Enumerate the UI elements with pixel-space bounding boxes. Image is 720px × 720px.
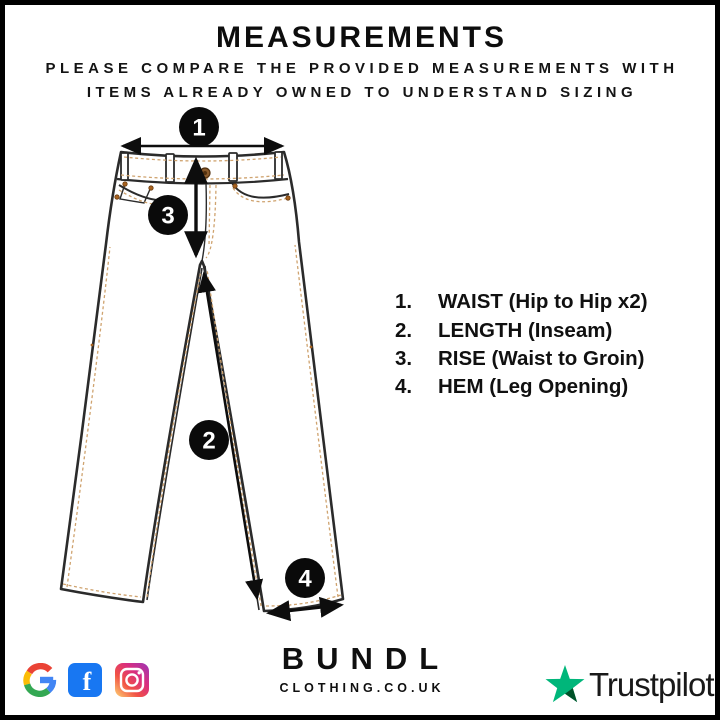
legend-item-label: WAIST (Hip to Hip x2) bbox=[438, 290, 648, 314]
brand-name: BUNDL bbox=[281, 641, 451, 676]
subtitle bbox=[5, 57, 715, 104]
marker-4-badge bbox=[285, 558, 325, 598]
measurement-legend bbox=[395, 288, 648, 402]
subtitle-line-1: PLEASE COMPARE THE PROVIDED MEASUREMENTS WITH bbox=[45, 60, 679, 77]
legend-item-number: 1. bbox=[395, 290, 413, 314]
legend-item-label: LENGTH (Inseam) bbox=[438, 318, 613, 342]
svg-text:4: 4 bbox=[298, 565, 312, 593]
trustpilot-label: Trustpilot bbox=[589, 666, 714, 703]
legend-item-label: HEM (Leg Opening) bbox=[438, 375, 629, 399]
brand-domain: CLOTHING.CO.UK bbox=[279, 680, 445, 695]
marker-2-badge bbox=[189, 420, 229, 460]
legend-item bbox=[395, 288, 648, 316]
page-title: MEASUREMENTS bbox=[215, 21, 507, 54]
marker-3-badge bbox=[148, 195, 188, 235]
trustpilot-logo bbox=[544, 662, 713, 708]
legend-item-number: 3. bbox=[395, 346, 413, 370]
legend-item-number: 2. bbox=[395, 318, 413, 342]
subtitle-line-2: ITEMS ALREADY OWNED TO UNDERSTAND SIZING bbox=[86, 83, 638, 101]
jeans-outline bbox=[61, 152, 343, 611]
marker-1-badge bbox=[179, 107, 219, 147]
svg-text:2: 2 bbox=[202, 427, 216, 455]
legend-item-label: RISE (Waist to Groin) bbox=[438, 346, 645, 370]
legend-item-number: 4. bbox=[395, 375, 413, 399]
jeans-diagram bbox=[55, 105, 395, 645]
svg-text:f: f bbox=[82, 667, 92, 696]
trustpilot-star-icon bbox=[544, 665, 586, 706]
svg-text:1: 1 bbox=[192, 114, 206, 142]
legend-item bbox=[395, 373, 648, 401]
legend-item bbox=[395, 345, 648, 373]
legend-item bbox=[395, 316, 648, 344]
svg-text:3: 3 bbox=[161, 202, 175, 230]
